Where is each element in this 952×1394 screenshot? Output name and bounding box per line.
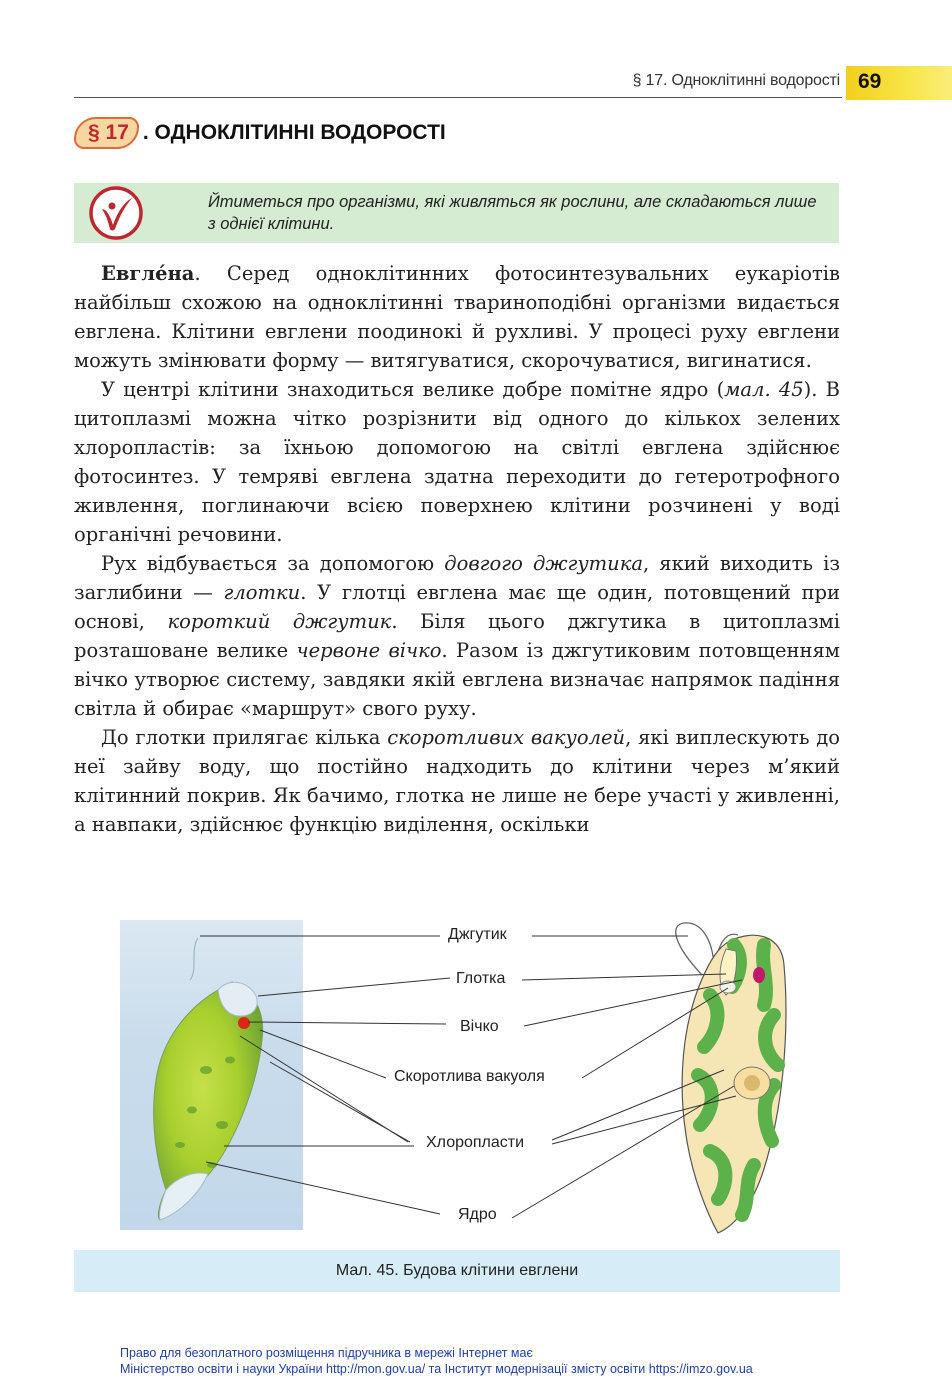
label-nucleus: Ядро (458, 1206, 497, 1223)
figure-reference: мал. 45 (724, 378, 804, 401)
label-chloroplasts: Хлоропласти (426, 1134, 525, 1151)
label-eyespot: Вічко (460, 1018, 499, 1035)
term-euglena: Евгле́на (101, 262, 195, 285)
header-rule (74, 97, 842, 98)
label-contractile-vacuole: Скоротлива вакуоля (394, 1068, 545, 1085)
figure-45 (74, 910, 840, 1250)
section-badge: § 17 (74, 117, 139, 149)
paragraph-2: У центрі клітини знаходиться велике добре помітне ядро (мал. 45). В цитоплазмі можна чітко розрізнити від одного до кількох зелених хлоропластів: за їхньою допомогою на світлі евглена здійснює фотосинтез. У темряві евглена здатна переходити до гетеротрофного живлення, поглинаючи всією поверхнею клітини розчинені у воді органічні речовини. (74, 378, 840, 546)
label-gullet: Глотка (456, 970, 506, 987)
footer-notice (120, 1345, 920, 1377)
section-title (74, 116, 446, 150)
intro-text: Йтиметься про організми, які живляться як рослини, але складаються лише з однієї клітини. (208, 193, 817, 233)
section-title-text: . ОДНОКЛІТИННІ ВОДОРОСТІ (142, 121, 446, 144)
paragraph-3: Рух відбувається за допомогою довгого джгутика, який виходить із заглибини — глотки. У глотці евглена має ще один, потовщений при основі, короткий джгутик. Біля цього джгутика в цитоплазмі розташоване велике червоне вічко. Разом із джгутиковим потовщенням вічко утворює систему, завдяки якій евглена визначає напрямок падіння світла й обирає «маршрут» свого руху. (74, 552, 841, 720)
figure-caption: Мал. 45. Будова клітини евглени (335, 1262, 579, 1279)
footer-line-1: Право для безоплатного розміщення підручника в мережі Інтернет має (120, 1346, 533, 1360)
paragraph-1: Евгле́на. Серед одноклітинних фотосинтезувальних еукаріотів найбільш схожою на одноклітинні твариноподібні організми видається евглена. Клітини евглени поодинокі й рухливі. У процесі руху евглени можуть змінювати форму — витягуватися, скорочуватися, вигинатися. (74, 262, 840, 372)
running-title: § 17. Одноклітинні водорості (632, 72, 840, 89)
body-text (74, 259, 840, 839)
checkmark-icon (88, 185, 144, 241)
label-flagellum: Джгутик (448, 926, 507, 943)
page-number: 69 (858, 70, 882, 93)
footer-line-2: Міністерство освіти і науки України http://mon.gov.ua/ та Інститут модернізації змісту освіти https://imzo.gov.ua (120, 1362, 753, 1376)
paragraph-4: До глотки прилягає кілька скоротливих вакуолей, які виплескують до неї зайву воду, що постійно надходить до клітини через м’який клітинний покрив. Як бачимо, глотка не лише не бере участі у живленні, а навпаки, здійснює функцію виділення, оскільки (74, 726, 840, 836)
